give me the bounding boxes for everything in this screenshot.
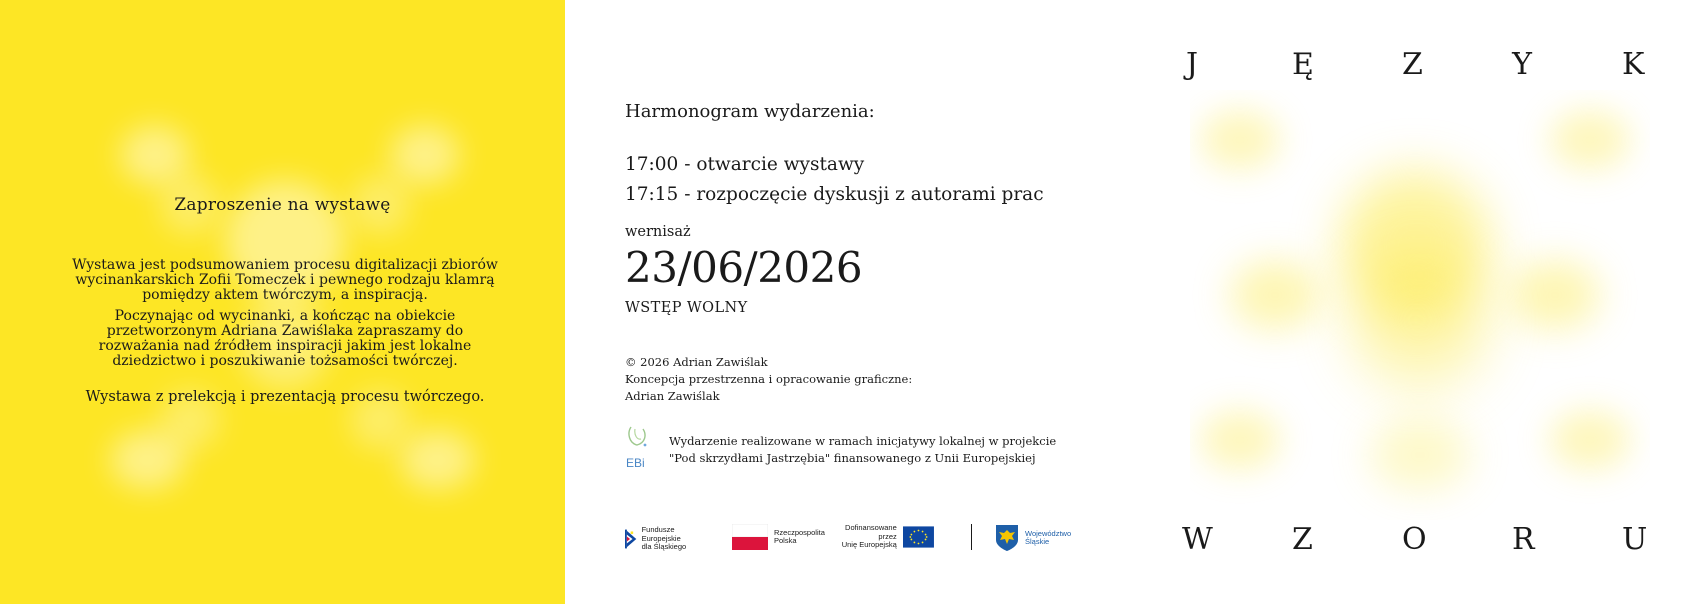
copyright: © 2026 Adrian Zawiślak (625, 355, 768, 369)
eagle-crest-icon (995, 524, 1019, 552)
fe-logo-text: Fundusze Europejskie dla Śląskiego (641, 525, 687, 552)
title-letter: O (1402, 522, 1427, 557)
event-date: 23/06/2026 (625, 243, 863, 292)
title-letter: U (1622, 522, 1648, 557)
invitation-title: Zaproszenie na wystawę (174, 195, 391, 215)
eu-flag-icon (903, 524, 934, 550)
eu-logo (838, 524, 934, 550)
title-letter: Y (1512, 47, 1532, 82)
funding-line: Wydarzenie realizowane w ramach inicjatywy lokalnej w projekcie (669, 434, 1057, 448)
vernissage-label: wernisaż (625, 224, 691, 240)
schedule-item: 17:00 - otwarcie wystawy (625, 154, 865, 175)
ws-logo-text: Województwo Śląskie (1025, 528, 1072, 546)
rp-logo-text: Rzeczpospolita Polska (774, 527, 825, 545)
title-letter: Z (1402, 47, 1423, 82)
title-letter: Z (1292, 522, 1313, 557)
invitation-panel (0, 0, 565, 604)
ws-logo (995, 524, 1071, 552)
invitation-paragraph: Wystawa jest podsumowaniem procesu digitalizacji zbiorów wycinankarskich Zofii Tomeczek i pewnego rodzaju klamrą pomiędzy aktem twórczym, a inspiracją. (72, 257, 498, 303)
title-letters-bottom (1182, 522, 1648, 557)
credits (625, 354, 912, 405)
title-letter: Ę (1292, 47, 1314, 82)
author-name: Adrian Zawiślak (625, 389, 720, 403)
title-letter: K (1622, 47, 1645, 82)
ebi-logo (625, 423, 651, 471)
rp-logo (732, 524, 825, 550)
eu-logo-text: Dofinansowane przez Unię Europejską (841, 523, 897, 550)
title-letter: R (1512, 522, 1535, 557)
divider (971, 524, 972, 550)
funding-line: "Pod skrzydłami Jastrzębia" finansowanego z Unii Europejskiej (669, 451, 1036, 465)
fe-flag-icon (625, 524, 638, 554)
schedule-title: Harmonogram wydarzenia: (625, 101, 875, 122)
decorative-yellow-pattern (1190, 90, 1650, 520)
fe-logo (625, 524, 688, 554)
title-letter: W (1182, 522, 1213, 557)
title-letters-top (1182, 47, 1645, 82)
invitation-paragraph: Wystawa z prelekcją i prezentacją procesu twórczego. (85, 389, 485, 405)
entry-info: WSTĘP WOLNY (625, 300, 748, 316)
ebi-logo-text: EBi (626, 456, 645, 470)
invitation-paragraph: Poczynając od wycinanki, a kończąc na obiekcie przetworzonym Adriana Zawiślaka zapraszamy do rozważania nad źródłem inspiracji jakim jest lokalne dziedzictwo i poszukiwanie tożsamości twórczej. (98, 308, 472, 369)
funding-note (669, 433, 1056, 467)
poland-flag-icon (732, 524, 768, 550)
title-letter: J (1185, 47, 1199, 82)
concept-label: Koncepcja przestrzenna i opracowanie graficzne: (625, 372, 913, 386)
schedule-item: 17:15 - rozpoczęcie dyskusji z autorami prac (625, 184, 1044, 205)
